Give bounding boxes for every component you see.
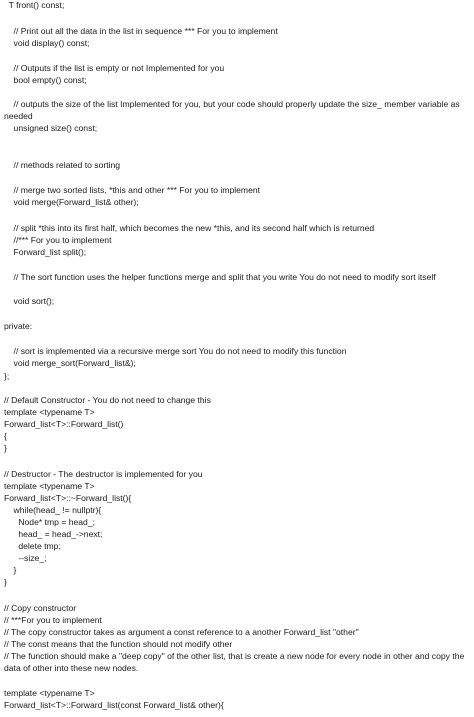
code-line: void display() const; xyxy=(4,38,90,48)
code-line: // Destructor - The destructor is implemented for you xyxy=(4,469,203,479)
code-line: head_ = head_->next; xyxy=(4,529,103,539)
code-line: delete tmp; xyxy=(4,541,61,551)
code-line: // outputs the size of the list Implemented for you, but your code should properly update the size_ member variable as xyxy=(4,99,460,109)
code-line: template <typename T> xyxy=(4,481,95,491)
code-line: // The copy constructor takes as argument a const reference to a another Forward_list "other" xyxy=(4,627,359,637)
code-line: template <typename T> xyxy=(4,688,95,698)
code-line: --size_; xyxy=(4,553,47,563)
code-line: Forward_list split(); xyxy=(4,247,87,257)
code-line: // ***For you to implement xyxy=(4,615,102,625)
code-line: // merge two sorted lists, *this and other *** For you to implement xyxy=(4,185,261,195)
code-line: // Outputs if the list is empty or not Implemented for you xyxy=(4,63,225,73)
code-line: // Copy constructor xyxy=(4,603,77,613)
code-line: private: xyxy=(4,321,33,331)
code-line: { xyxy=(4,431,7,441)
code-line: void merge_sort(Forward_list&); xyxy=(4,358,136,368)
code-line: template <typename T> xyxy=(4,407,95,417)
code-line: // The const means that the function should not modify other xyxy=(4,639,233,649)
code-line: Forward_list<T>::Forward_list() xyxy=(4,419,124,429)
code-line: } xyxy=(4,565,17,575)
code-line: T front() const; xyxy=(4,0,65,10)
code-line: // methods related to sorting xyxy=(4,160,121,170)
code-line: Forward_list<T>::~Forward_list(){ xyxy=(4,493,132,503)
code-line: // The sort function uses the helper functions merge and split that you write You do not need to modify sort itself xyxy=(4,272,436,282)
code-line: void merge(Forward_list& other); xyxy=(4,197,139,207)
code-line: // Print out all the data in the list in sequence *** For you to implement xyxy=(4,26,278,36)
code-line: Forward_list<T>::Forward_list(const Forward_list& other){ xyxy=(4,700,224,710)
code-line: // The function should make a "deep copy" of the other list, that is create a new node for every node in other and copy the xyxy=(4,651,465,661)
code-line: // split *this into its first half, which becomes the new *this, and its second half which is returned xyxy=(4,223,375,233)
code-line: unsigned size() const; xyxy=(4,123,98,133)
code-line: bool empty() const; xyxy=(4,75,87,85)
code-line: void sort(); xyxy=(4,296,55,306)
code-line: }; xyxy=(4,371,10,381)
code-line: Node* tmp = head_; xyxy=(4,517,96,527)
code-line: } xyxy=(4,443,7,453)
code-line: // Default Constructor - You do not need to change this xyxy=(4,395,211,405)
code-line: data of other into these new nodes. xyxy=(4,663,139,673)
code-line: while(head_ != nullptr){ xyxy=(4,505,102,515)
code-line: //*** For you to implement xyxy=(4,235,112,245)
code-line: } xyxy=(4,577,7,587)
code-line: // sort is implemented via a recursive merge sort You do not need to modify this function xyxy=(4,346,347,356)
code-line: needed xyxy=(4,111,33,121)
